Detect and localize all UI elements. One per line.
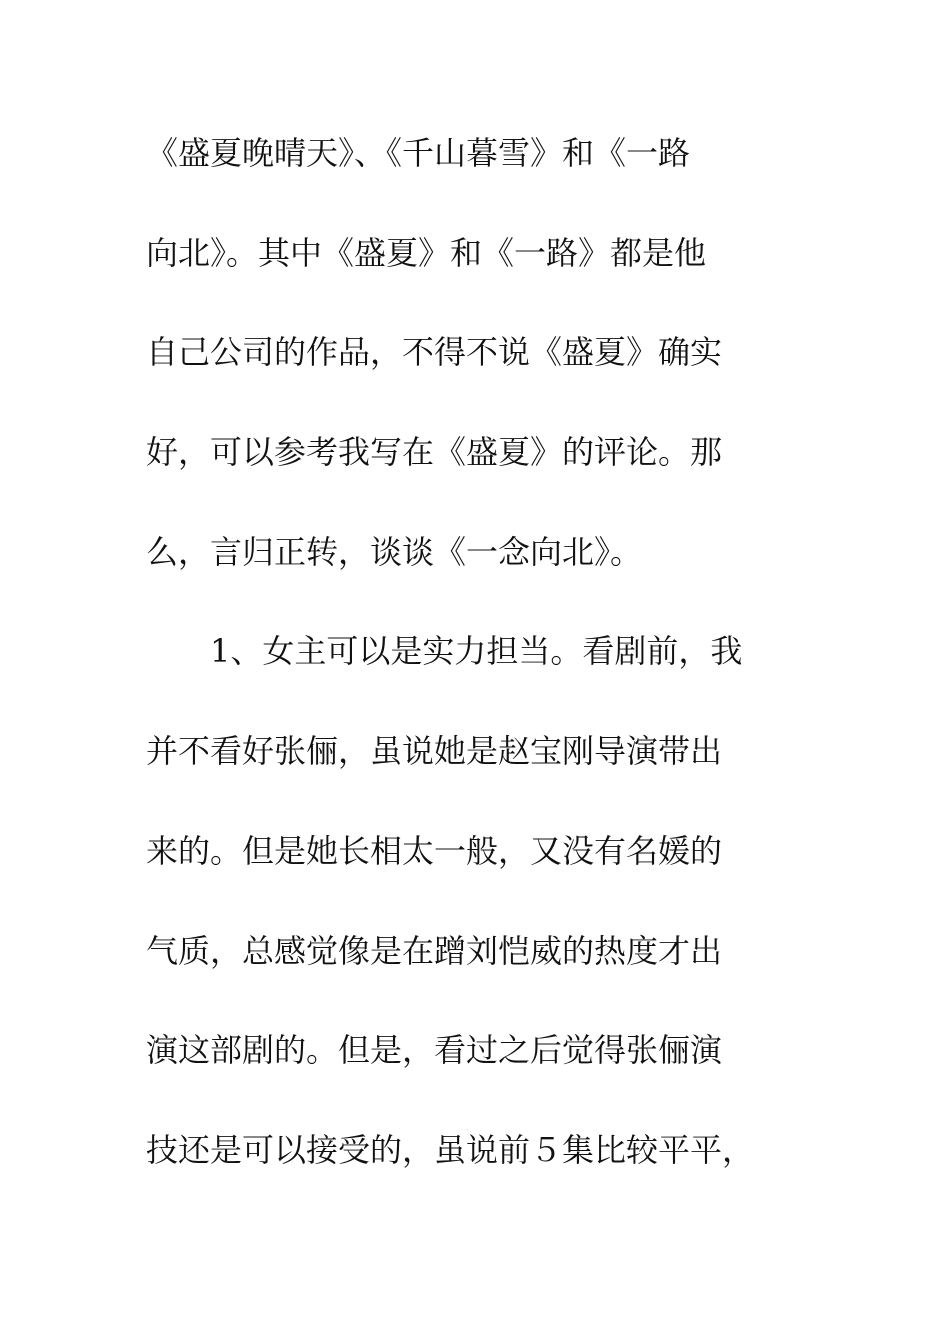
text-line-4: 好，可以参考我写在《盛夏》的评论。那: [146, 433, 723, 472]
text-line-1: 《盛夏晚晴天》、《千山暮雪》和《一路: [146, 134, 691, 172]
text-line-2: 向北》。其中《盛夏》和《一路》都是他: [146, 233, 707, 272]
text-line-11: 技还是可以接受的，虽说前５集比较平平，: [146, 1130, 755, 1169]
text-line-3: 自己公司的作品，不得不说《盛夏》确实: [146, 333, 723, 372]
text-line-5: 么，言归正转，谈谈《一念向北》。: [146, 532, 643, 571]
text-line-7: 并不看好张俪，虽说她是赵宝刚导演带出: [146, 732, 723, 771]
text-line-10: 演这部剧的。但是，看过之后觉得张俪演: [146, 1031, 723, 1070]
text-line-8: 来的。但是她长相太一般，又没有名媛的: [146, 831, 723, 870]
text-line-6: 1、女主可以是实力担当。看剧前，我: [146, 632, 743, 671]
text-line-9: 气质，总感觉像是在蹭刘恺威的热度才出: [146, 931, 723, 970]
document-body: [146, 124, 806, 1221]
